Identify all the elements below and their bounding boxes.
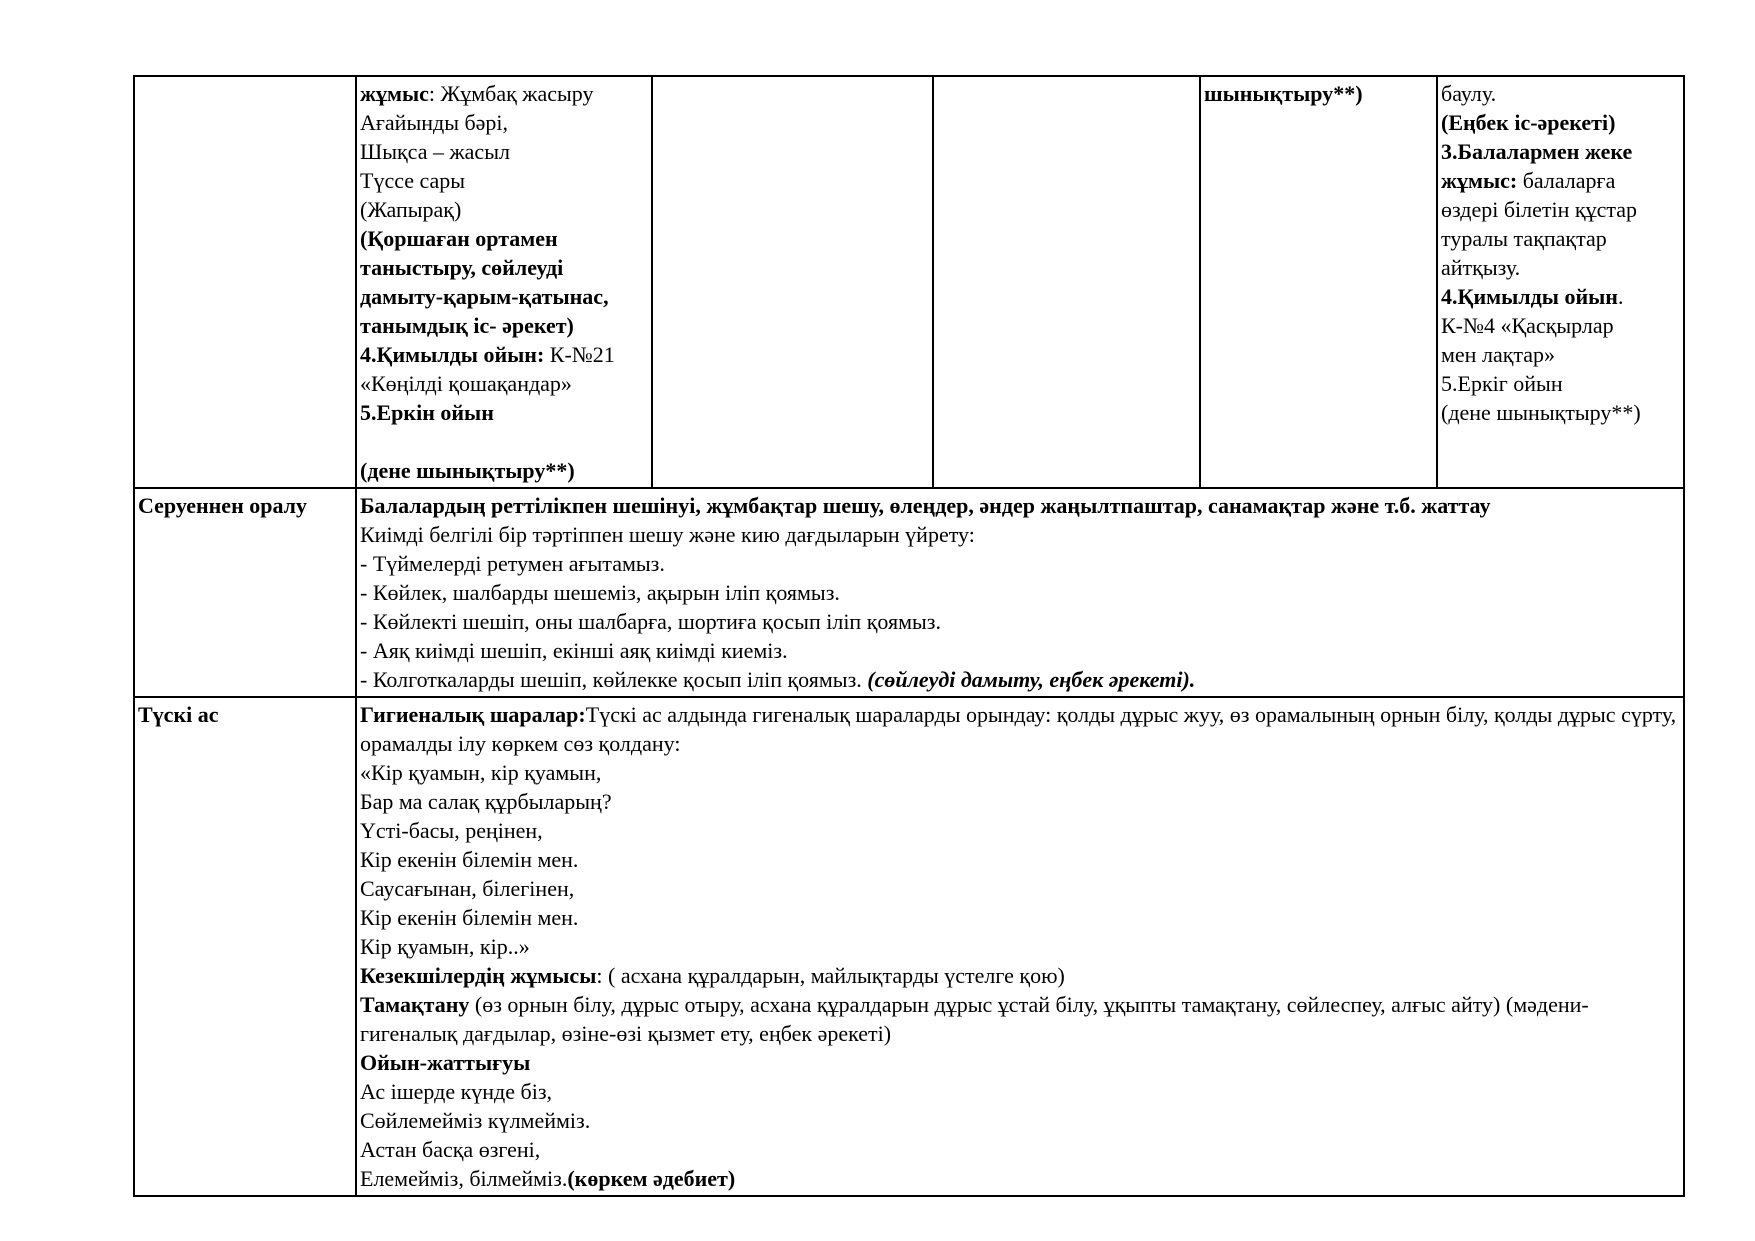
duty-label: Кезекшілердің жұмысы bbox=[360, 963, 597, 988]
text-line: - Колготкаларды шешіп, көйлекке қосып іліп қоямыз. bbox=[360, 667, 868, 692]
game-number: К-№21 bbox=[544, 342, 615, 367]
game-label: 4.Қимылды ойын bbox=[1441, 284, 1618, 309]
plan-table bbox=[133, 75, 1685, 1197]
empty-cell bbox=[933, 76, 1200, 488]
row-label-cell bbox=[134, 488, 356, 697]
area-label: (көркем әдебиет) bbox=[567, 1166, 736, 1191]
poem-line: Үсті-басы, реңінен, bbox=[360, 818, 543, 843]
eating-text: (өз орнын білу, дұрыс отыру, асхана құралдарын дұрыс ұстай білу, ұқыпты тамақтану, сөйлеспеу, алғыс айту) (мәдени-гигеналық дағдылар, өзіне-өзі қызмет ету, еңбек әрекеті) bbox=[360, 992, 1589, 1046]
phys-ed-label: (дене шынықтыру**) bbox=[360, 458, 575, 483]
labor-label: (Еңбек іс-әрекеті) bbox=[1441, 110, 1616, 135]
poem-line: «Кір қуамын, кір қуамын, bbox=[360, 760, 602, 785]
verse-line: Ас ішерде күнде біз, bbox=[360, 1079, 553, 1104]
text-line: - Түймелерді ретумен ағытамыз. bbox=[360, 551, 665, 576]
verse-line: Елемейміз, білмейміз. bbox=[360, 1166, 568, 1191]
phys-cell bbox=[1200, 76, 1437, 488]
hygiene-text: Түскі ас алдында гигеналық шараларды орындау: қолды дұрыс жуу, өз орамалының орнын білу, қолды дұрыс сүрту, орамалды ілу көркем сөз қолдану: bbox=[360, 702, 1677, 756]
verse-line: Сөйлемейміз күлмейміз. bbox=[360, 1108, 591, 1133]
free-game-label: 5.Еркін ойын bbox=[360, 400, 494, 425]
area-label: (сөйлеуді дамыту, еңбек әрекеті). bbox=[867, 667, 1196, 692]
table-row bbox=[134, 697, 1684, 1196]
lunch-cell bbox=[356, 697, 1684, 1196]
text-line: - Көйлек, шалбарды шешеміз, ақырын іліп қоямыз. bbox=[360, 580, 840, 605]
verse-line: Астан басқа өзгені, bbox=[360, 1137, 541, 1162]
riddle-line: Ағайынды бәрі, bbox=[360, 110, 509, 135]
text-line: баулу. bbox=[1441, 81, 1497, 106]
table-row bbox=[134, 76, 1684, 488]
duty-text: : ( асхана құралдарын, майлықтарды үстелге қою) bbox=[596, 963, 1065, 988]
riddle-line: Түссе сары bbox=[360, 168, 466, 193]
text-line: - Аяқ киімді шешіп, екінші аяқ киімді киеміз. bbox=[360, 638, 788, 663]
riddle-intro: : Жұмбақ жасыру bbox=[428, 81, 594, 106]
game-text: . К-№4 «Қасқырлар мен лақтар» bbox=[1441, 284, 1624, 367]
free-game-text: 5.Еркіг ойын (дене шынықтыру**) bbox=[1441, 371, 1641, 425]
exercise-label: Ойын-жаттығуы bbox=[360, 1050, 531, 1075]
row-label: Түскі ас bbox=[138, 702, 219, 727]
empty-cell bbox=[652, 76, 933, 488]
friday-walk-cell bbox=[1437, 76, 1684, 488]
phys-ed-fragment: шынықтыру**) bbox=[1204, 81, 1363, 106]
poem-line: Кір екенін білемін мен. bbox=[360, 847, 579, 872]
poem-line: Кір екенін білемін мен. bbox=[360, 905, 579, 930]
poem-line: Бар ма салақ құрбыларың? bbox=[360, 789, 612, 814]
row-label-cell bbox=[134, 697, 356, 1196]
game-name: «Көңілді қошақандар» bbox=[360, 371, 572, 396]
area-label: (Қоршаған ортамен таныстыру, сөйлеуді дамыту-қарым-қатынас, танымдық іс- әрекет) bbox=[360, 226, 609, 338]
individual-work-label: 3.Балалармен жеке жұмыс: bbox=[1441, 139, 1633, 193]
eating-label: Тамақтану bbox=[360, 992, 470, 1017]
walk-activity-cell bbox=[356, 76, 652, 488]
row-label-cell bbox=[134, 76, 356, 488]
poem-line: Саусағынан, білегінен, bbox=[360, 876, 575, 901]
table-row bbox=[134, 488, 1684, 697]
work-label: жұмыс bbox=[360, 81, 429, 106]
text-line: Киімді белгілі бір тәртіппен шешу және кию дағдыларын үйрету: bbox=[360, 522, 975, 547]
hygiene-label: Гигиеналық шаралар: bbox=[360, 702, 586, 727]
row-label: Серуеннен оралу bbox=[138, 493, 308, 518]
return-walk-cell bbox=[356, 488, 1684, 697]
riddle-answer: (Жапырақ) bbox=[360, 197, 462, 222]
individual-work-text: балаларға өздері білетін құстар туралы тақпақтар айтқызу. bbox=[1441, 168, 1638, 280]
section-title: Балалардың реттілікпен шешінуі, жұмбақтар шешу, өлеңдер, әндер жаңылтпаштар, санамақтар және т.б. жаттау bbox=[360, 493, 1491, 518]
game-label: 4.Қимылды ойын: bbox=[360, 342, 545, 367]
riddle-line: Шықса – жасыл bbox=[360, 139, 510, 164]
text-line: - Көйлекті шешіп, оны шалбарға, шортиға қосып іліп қоямыз. bbox=[360, 609, 941, 634]
poem-line: Кір қуамын, кір..» bbox=[360, 934, 530, 959]
